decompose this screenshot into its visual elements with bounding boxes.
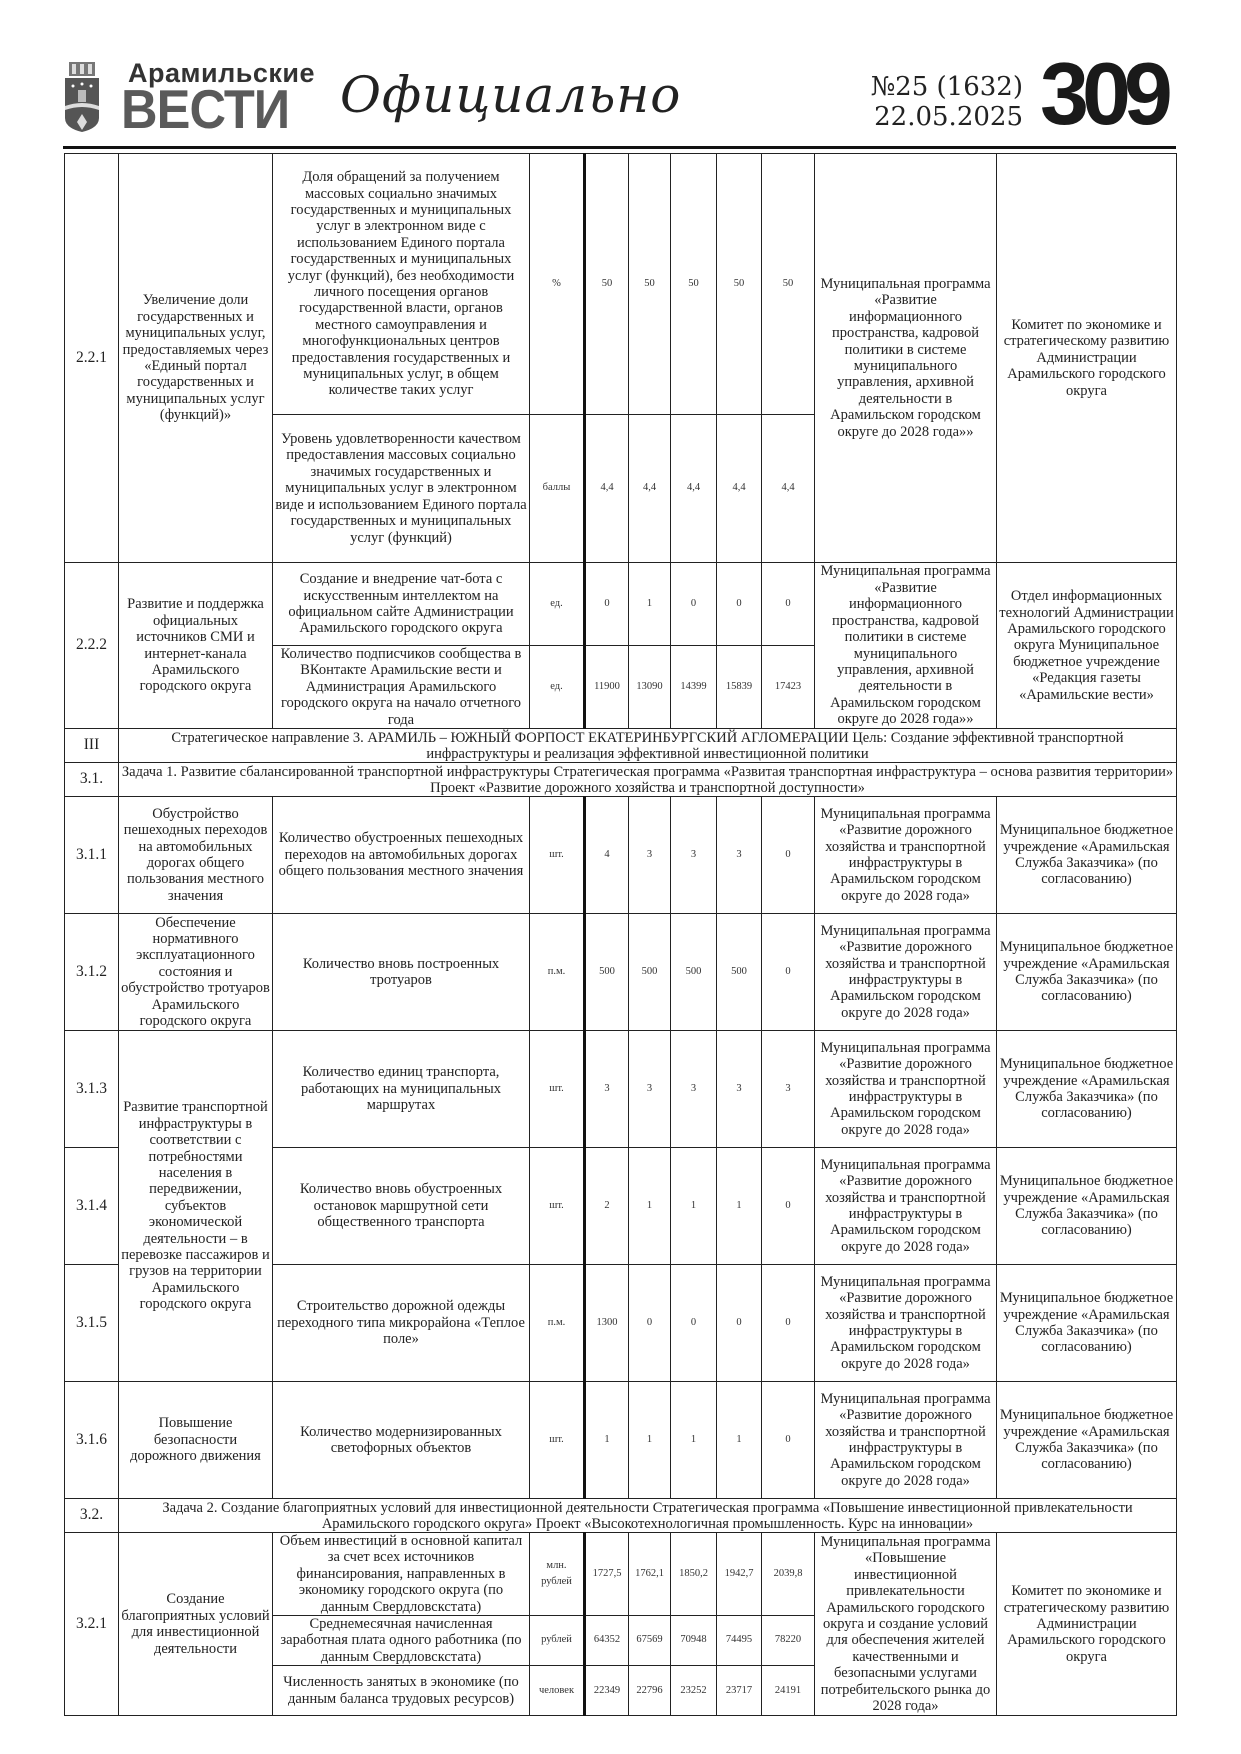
program-cell: Муниципальная программа «Развитие дорожного хозяйства и транспортной инфраструктуры в Арамильском городском округе до 2028 года» bbox=[815, 1382, 997, 1499]
row-number: III bbox=[65, 729, 119, 763]
table-row bbox=[65, 154, 1177, 415]
indicator-cell: Строительство дорожной одежды переходного типа микрорайона «Теплое поле» bbox=[273, 1265, 530, 1382]
row-number: 2.2.2 bbox=[65, 563, 119, 729]
page-header bbox=[0, 0, 1241, 150]
value-cell: 0 bbox=[762, 1148, 815, 1265]
value-cell: 15839 bbox=[717, 646, 762, 729]
indicator-cell: Численность занятых в экономике (по данным баланса трудовых ресурсов) bbox=[273, 1666, 530, 1716]
value-cell: 3 bbox=[717, 1031, 762, 1148]
unit-cell: шт. bbox=[530, 797, 585, 914]
value-cell: 4,4 bbox=[762, 415, 815, 563]
responsible-cell: Муниципальное бюджетное учреждение «Арамильская Служба Заказчика» (по согласованию) bbox=[997, 914, 1177, 1031]
direction-text: Стратегическое направление 3. АРАМИЛЬ – ЮЖНЫЙ ФОРПОСТ ЕКАТЕРИНБУРГСКИЙ АГЛОМЕРАЦИИ Цель: Создание эффективной транспортной инфраструктуры и реализация эффективной инвестиционной политики bbox=[119, 729, 1177, 763]
indicator-cell: Создание и внедрение чат-бота с искусственным интеллектом на официальном сайте Администрации Арамильского городского округа bbox=[273, 563, 530, 646]
value-cell: 0 bbox=[762, 563, 815, 646]
program-cell: Муниципальная программа «Развитие дорожного хозяйства и транспортной инфраструктуры в Арамильском городском округе до 2028 года» bbox=[815, 1031, 997, 1148]
task-text: Задача 2. Создание благоприятных условий для инвестиционной деятельности Стратегическая программа «Повышение инвестиционной привлекательности Арамильского городского округа» Проект «Высокотехнологичная промышленность. Курс на инновации» bbox=[119, 1499, 1177, 1533]
program-cell: Муниципальная программа «Развитие дорожного хозяйства и транспортной инфраструктуры в Арамильском городском округе до 2028 года» bbox=[815, 797, 997, 914]
value-cell: 50 bbox=[717, 154, 762, 415]
value-cell: 3 bbox=[585, 1031, 629, 1148]
value-cell: 500 bbox=[585, 914, 629, 1031]
coat-of-arms-icon bbox=[63, 60, 101, 134]
value-cell: 70948 bbox=[671, 1616, 717, 1666]
unit-cell: человек bbox=[530, 1666, 585, 1716]
value-cell: 0 bbox=[717, 1265, 762, 1382]
value-cell: 50 bbox=[762, 154, 815, 415]
value-cell: 22796 bbox=[629, 1666, 671, 1716]
value-cell: 1762,1 bbox=[629, 1533, 671, 1616]
value-cell: 2 bbox=[585, 1148, 629, 1265]
value-cell: 14399 bbox=[671, 646, 717, 729]
table-row bbox=[65, 797, 1177, 914]
logo-text-main: ВЕСТИ bbox=[121, 78, 290, 140]
row-number: 3.1.4 bbox=[65, 1148, 119, 1265]
value-cell: 50 bbox=[629, 154, 671, 415]
task-row bbox=[65, 1499, 1177, 1533]
value-cell: 1300 bbox=[585, 1265, 629, 1382]
indicator-cell: Количество вновь обустроенных остановок маршрутной сети общественного транспорта bbox=[273, 1148, 530, 1265]
indicator-cell: Количество единиц транспорта, работающих на муниципальных маршрутах bbox=[273, 1031, 530, 1148]
value-cell: 3 bbox=[629, 1031, 671, 1148]
row-number: 3.1. bbox=[65, 763, 119, 797]
indicator-cell: Количество обустроенных пешеходных переходов на автомобильных дорогах общего пользования местного значения bbox=[273, 797, 530, 914]
value-cell: 23252 bbox=[671, 1666, 717, 1716]
unit-cell: п.м. bbox=[530, 914, 585, 1031]
indicator-cell: Объем инвестиций в основной капитал за счет всех источников финансирования, направленных в экономику городского округа (по данным Свердловскстата) bbox=[273, 1533, 530, 1616]
value-cell: 3 bbox=[629, 797, 671, 914]
indicator-cell: Уровень удовлетворенности качеством предоставления массовых социально значимых государственных и муниципальных услуг в электронном виде и использованием Единого портала государственных и муниципальных услуг (функций) bbox=[273, 415, 530, 563]
task-cell: Развитие и поддержка официальных источников СМИ и интернет-канала Арамильского городского округа bbox=[119, 563, 273, 729]
indicator-cell: Количество подписчиков сообщества в ВКонтакте Арамильские вести и Администрация Арамильского городского округа на начало отчетного года bbox=[273, 646, 530, 729]
program-cell: Муниципальная программа «Развитие дорожного хозяйства и транспортной инфраструктуры в Арамильском городском округе до 2028 года» bbox=[815, 914, 997, 1031]
unit-cell: ед. bbox=[530, 563, 585, 646]
unit-cell: шт. bbox=[530, 1031, 585, 1148]
value-cell: 1 bbox=[629, 1148, 671, 1265]
value-cell: 1 bbox=[717, 1148, 762, 1265]
value-cell: 3 bbox=[762, 1031, 815, 1148]
value-cell: 3 bbox=[671, 1031, 717, 1148]
row-number: 3.2.1 bbox=[65, 1533, 119, 1716]
direction-row bbox=[65, 729, 1177, 763]
value-cell: 4,4 bbox=[717, 415, 762, 563]
task-cell: Развитие транспортной инфраструктуры в соответствии с потребностями населения в передвижении, субъектов экономической деятельности – в перевозке пассажиров и грузов на территории Арамильского городского округа bbox=[119, 1031, 273, 1382]
value-cell: 3 bbox=[717, 797, 762, 914]
program-cell: Муниципальная программа «Развитие информационного пространства, кадровой политики в системе муниципального управления, архивной деятельности в Арамильском городском округе до 2028 года»» bbox=[815, 563, 997, 729]
value-cell: 1850,2 bbox=[671, 1533, 717, 1616]
responsible-cell: Муниципальное бюджетное учреждение «Арамильская Служба Заказчика» (по согласованию) bbox=[997, 1148, 1177, 1265]
responsible-cell: Комитет по экономике и стратегическому развитию Администрации Арамильского городского округа bbox=[997, 154, 1177, 563]
value-cell: 67569 bbox=[629, 1616, 671, 1666]
responsible-cell: Отдел информационных технологий Администрации Арамильского городского округа Муниципальное бюджетное учреждение «Редакция газеты «Арамильские вести» bbox=[997, 563, 1177, 729]
row-number: 3.1.5 bbox=[65, 1265, 119, 1382]
unit-cell: % bbox=[530, 154, 585, 415]
unit-cell: рублей bbox=[530, 1616, 585, 1666]
table-row bbox=[65, 914, 1177, 1031]
value-cell: 4,4 bbox=[671, 415, 717, 563]
row-number: 3.1.6 bbox=[65, 1382, 119, 1499]
issue-info bbox=[871, 72, 1023, 132]
value-cell: 0 bbox=[762, 914, 815, 1031]
issue-date: 22.05.2025 bbox=[874, 102, 1023, 132]
program-cell: Муниципальная программа «Повышение инвестиционной привлекательности Арамильского городского округа и создание условий для обеспечения жителей качественными и безопасными услугами потребительского рынка до 2028 года» bbox=[815, 1533, 997, 1716]
value-cell: 24191 bbox=[762, 1666, 815, 1716]
value-cell: 0 bbox=[585, 563, 629, 646]
task-cell: Обустройство пешеходных переходов на автомобильных дорогах общего пользования местного значения bbox=[119, 797, 273, 914]
logo-text-top: Арамильские bbox=[128, 58, 315, 88]
table-row bbox=[65, 1382, 1177, 1499]
table-row bbox=[65, 1533, 1177, 1616]
value-cell: 0 bbox=[762, 1382, 815, 1499]
unit-cell: п.м. bbox=[530, 1265, 585, 1382]
responsible-cell: Муниципальное бюджетное учреждение «Арамильская Служба Заказчика» (по согласованию) bbox=[997, 1265, 1177, 1382]
value-cell: 1 bbox=[671, 1148, 717, 1265]
indicator-cell: Среднемесячная начисленная заработная плата одного работника (по данным Свердловскстата) bbox=[273, 1616, 530, 1666]
value-cell: 64352 bbox=[585, 1616, 629, 1666]
section-title: Официально bbox=[340, 66, 682, 124]
unit-cell: шт. bbox=[530, 1382, 585, 1499]
unit-cell: шт. bbox=[530, 1148, 585, 1265]
page-number: 309 bbox=[1040, 44, 1166, 143]
value-cell: 1 bbox=[629, 563, 671, 646]
value-cell: 23717 bbox=[717, 1666, 762, 1716]
value-cell: 1942,7 bbox=[717, 1533, 762, 1616]
value-cell: 0 bbox=[717, 563, 762, 646]
value-cell: 50 bbox=[585, 154, 629, 415]
value-cell: 1727,5 bbox=[585, 1533, 629, 1616]
value-cell: 500 bbox=[629, 914, 671, 1031]
responsible-cell: Муниципальное бюджетное учреждение «Арамильская Служба Заказчика» (по согласованию) bbox=[997, 797, 1177, 914]
unit-cell: ед. bbox=[530, 646, 585, 729]
unit-cell: баллы bbox=[530, 415, 585, 563]
unit-cell: млн. рублей bbox=[530, 1533, 585, 1616]
value-cell: 4 bbox=[585, 797, 629, 914]
value-cell: 2039,8 bbox=[762, 1533, 815, 1616]
table-row bbox=[65, 1031, 1177, 1148]
value-cell: 13090 bbox=[629, 646, 671, 729]
value-cell: 4,4 bbox=[585, 415, 629, 563]
task-cell: Создание благоприятных условий для инвестиционной деятельности bbox=[119, 1533, 273, 1716]
value-cell: 11900 bbox=[585, 646, 629, 729]
value-cell: 500 bbox=[671, 914, 717, 1031]
value-cell: 1 bbox=[717, 1382, 762, 1499]
value-cell: 0 bbox=[762, 1265, 815, 1382]
value-cell: 500 bbox=[717, 914, 762, 1031]
row-number: 2.2.1 bbox=[65, 154, 119, 563]
responsible-cell: Муниципальное бюджетное учреждение «Арамильская Служба Заказчика» (по согласованию) bbox=[997, 1031, 1177, 1148]
value-cell: 22349 bbox=[585, 1666, 629, 1716]
value-cell: 0 bbox=[671, 563, 717, 646]
task-row bbox=[65, 763, 1177, 797]
task-cell: Повышение безопасности дорожного движения bbox=[119, 1382, 273, 1499]
task-cell: Увеличение доли государственных и муниципальных услуг, предоставляемых через «Единый портал государственных и муниципальных услуг (функций)» bbox=[119, 154, 273, 563]
header-rule bbox=[63, 146, 1176, 149]
value-cell: 3 bbox=[671, 797, 717, 914]
value-cell: 1 bbox=[585, 1382, 629, 1499]
indicator-cell: Количество вновь построенных тротуаров bbox=[273, 914, 530, 1031]
indicators-table bbox=[64, 153, 1177, 1716]
task-text: Задача 1. Развитие сбалансированной транспортной инфраструктуры Стратегическая программа «Развитая транспортная инфраструктура – основа развития территории» Проект «Развитие дорожного хозяйства и транспортной доступности» bbox=[119, 763, 1177, 797]
value-cell: 1 bbox=[671, 1382, 717, 1499]
value-cell: 50 bbox=[671, 154, 717, 415]
responsible-cell: Муниципальное бюджетное учреждение «Арамильская Служба Заказчика» (по согласованию) bbox=[997, 1382, 1177, 1499]
task-cell: Обеспечение нормативного эксплуатационного состояния и обустройство тротуаров Арамильского городского округа bbox=[119, 914, 273, 1031]
program-cell: Муниципальная программа «Развитие информационного пространства, кадровой политики в системе муниципального управления, архивной деятельности в Арамильском городском округе до 2028 года»» bbox=[815, 154, 997, 563]
row-number: 3.1.2 bbox=[65, 914, 119, 1031]
issue-number: №25 (1632) bbox=[870, 72, 1023, 102]
value-cell: 0 bbox=[762, 797, 815, 914]
table-row bbox=[65, 563, 1177, 646]
value-cell: 17423 bbox=[762, 646, 815, 729]
value-cell: 74495 bbox=[717, 1616, 762, 1666]
program-cell: Муниципальная программа «Развитие дорожного хозяйства и транспортной инфраструктуры в Арамильском городском округе до 2028 года» bbox=[815, 1148, 997, 1265]
responsible-cell: Комитет по экономике и стратегическому развитию Администрации Арамильского городского округа bbox=[997, 1533, 1177, 1716]
value-cell: 0 bbox=[629, 1265, 671, 1382]
row-number: 3.1.3 bbox=[65, 1031, 119, 1148]
value-cell: 1 bbox=[629, 1382, 671, 1499]
value-cell: 0 bbox=[671, 1265, 717, 1382]
program-cell: Муниципальная программа «Развитие дорожного хозяйства и транспортной инфраструктуры в Арамильском городском округе до 2028 года» bbox=[815, 1265, 997, 1382]
indicator-cell: Количество модернизированных светофорных объектов bbox=[273, 1382, 530, 1499]
row-number: 3.2. bbox=[65, 1499, 119, 1533]
value-cell: 78220 bbox=[762, 1616, 815, 1666]
row-number: 3.1.1 bbox=[65, 797, 119, 914]
indicator-cell: Доля обращений за получением массовых социально значимых государственных и муниципальных услуг в электронном виде с использованием Единого портала государственных и муниципальных услуг (функций), без необходимости личного посещения органов государственной власти, органов местного самоуправления и многофункциональных центров предоставления государственных и муниципальных услуг, в общем количестве таких услуг bbox=[273, 154, 530, 415]
value-cell: 4,4 bbox=[629, 415, 671, 563]
